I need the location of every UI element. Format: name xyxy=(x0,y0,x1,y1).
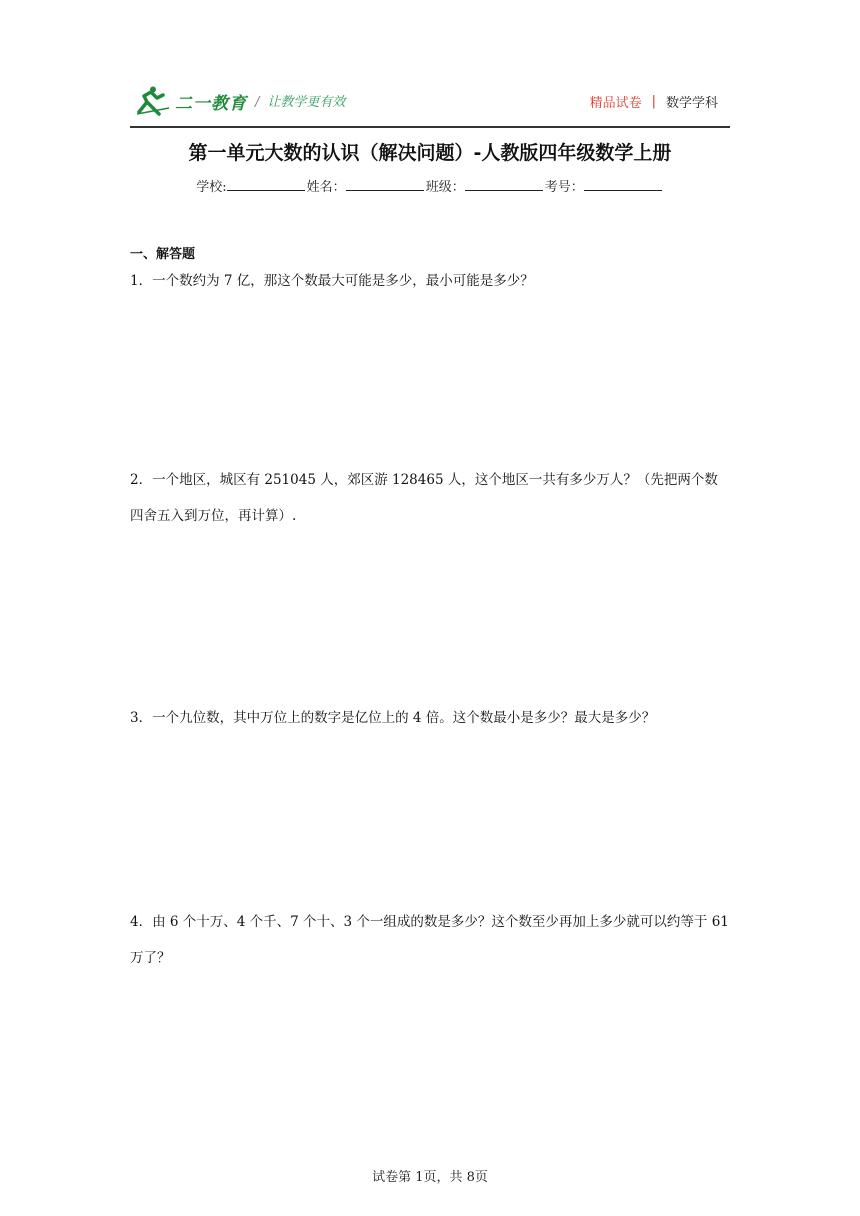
slogan-text: 让教学更有效 xyxy=(267,95,346,110)
logo-text: 二一教育 xyxy=(175,93,247,114)
exam-no-blank[interactable] xyxy=(584,178,662,191)
page-header xyxy=(135,84,730,118)
question-3: 3．一个九位数，其中万位上的数字是亿位上的 4 倍。这个数最小是多少？最大是多少？ xyxy=(130,710,656,726)
tag-subject: 数学学科 xyxy=(665,96,718,111)
class-blank[interactable] xyxy=(465,178,543,191)
info-line xyxy=(0,176,860,195)
question-1: 1．一个数约为 7 亿，那这个数最大可能是多少，最小可能是多少？ xyxy=(130,273,534,289)
header-tags xyxy=(590,92,718,111)
name-label: 姓名： xyxy=(306,180,346,195)
slogan-slash: / xyxy=(255,95,260,110)
tag-premium: 精品试卷 xyxy=(589,96,642,111)
exam-no-label: 考号： xyxy=(544,180,584,195)
section-heading: 一、解答题 xyxy=(130,247,196,262)
question-2: 2．一个地区，城区有 251045 人，郊区游 128465 人，这个地区一共有多少万人？（先把两个数四舍五入到万位，再计算）. xyxy=(130,472,718,524)
page-title: 第一单元大数的认识（解决问题）-人教版四年级数学上册 xyxy=(188,142,672,164)
slogan xyxy=(255,91,345,110)
school-blank[interactable] xyxy=(227,178,305,191)
header-rule xyxy=(130,126,730,128)
name-blank[interactable] xyxy=(346,178,424,191)
logo xyxy=(135,84,247,118)
question-4: 4．由 6 个十万、4 个千、7 个十、3 个一组成的数是多少？这个数至少再加上多少就可以约等于 61 万了？ xyxy=(130,914,729,966)
class-label: 班级： xyxy=(425,180,465,195)
tag-divider: | xyxy=(651,94,656,109)
runner-logo-icon xyxy=(135,86,171,116)
school-label: 学校: xyxy=(196,180,227,195)
page-footer: 试卷第 1页，共 8页 xyxy=(372,1170,488,1185)
